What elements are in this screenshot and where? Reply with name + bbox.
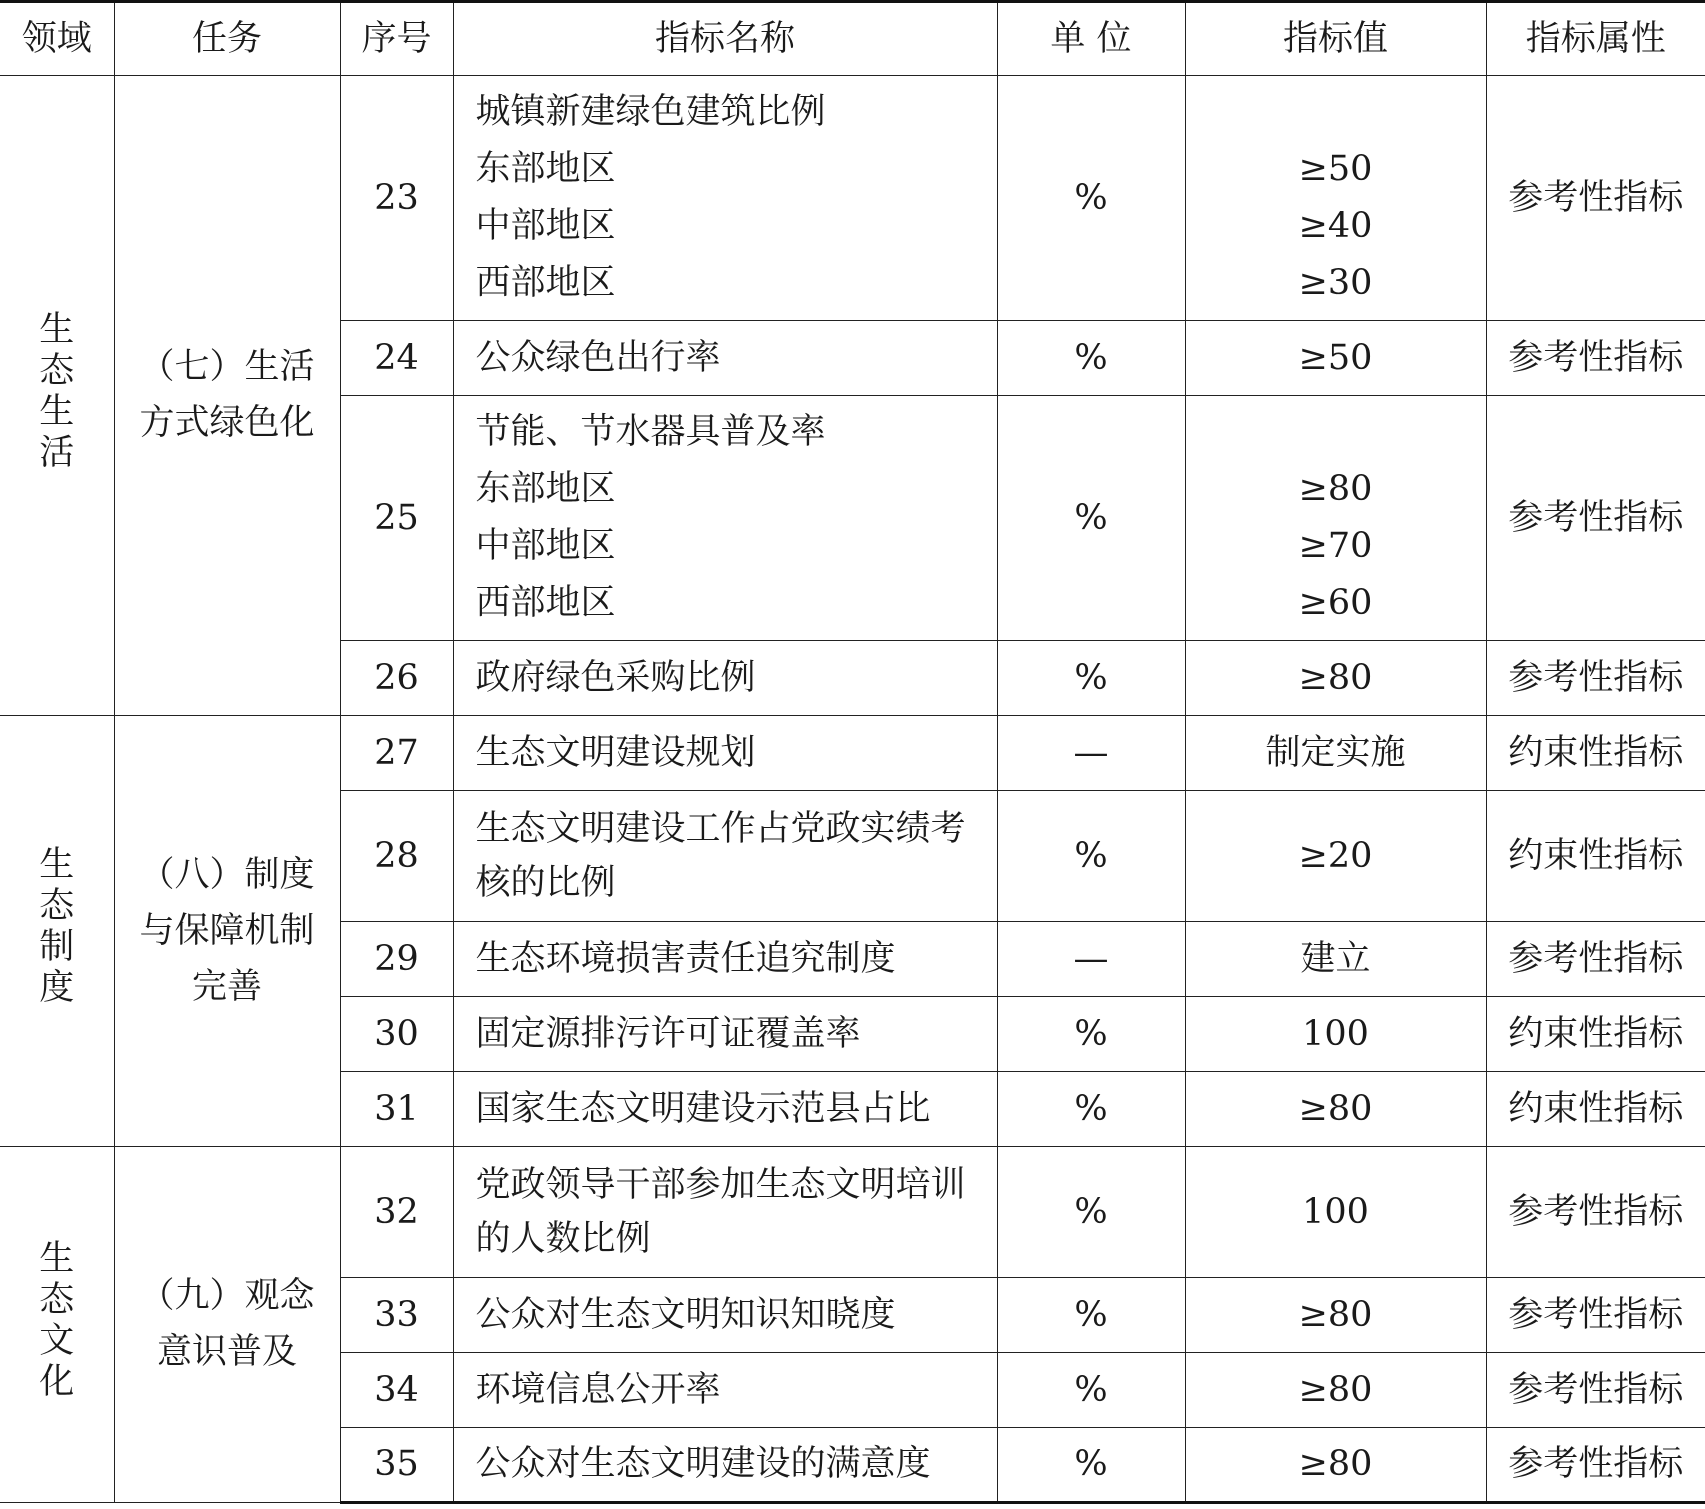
unit-cell: % — [997, 1428, 1185, 1503]
unit-cell: — — [997, 716, 1185, 791]
header-task: 任务 — [114, 2, 340, 76]
attribute-cell: 参考性指标 — [1486, 1147, 1705, 1278]
value-cell — [1185, 76, 1486, 321]
indicator-name: 生态文明建设规划 — [453, 716, 997, 791]
attribute-cell: 参考性指标 — [1486, 76, 1705, 321]
value-east: ≥80 — [1298, 469, 1373, 509]
indicator-name: 政府绿色采购比例 — [453, 641, 997, 716]
indicator-name: 环境信息公开率 — [453, 1353, 997, 1428]
attribute-cell: 参考性指标 — [1486, 922, 1705, 997]
table-row — [0, 76, 1705, 321]
indicator-name: 生态环境损害责任追究制度 — [453, 922, 997, 997]
unit-cell: % — [997, 76, 1185, 321]
task-label: （七）生活方式绿色化 — [139, 347, 315, 443]
value-cell: 100 — [1185, 1147, 1486, 1278]
unit-cell: % — [997, 1278, 1185, 1353]
unit-cell: % — [997, 321, 1185, 396]
domain-label: 生态制度 — [39, 845, 75, 1008]
domain-label: 生态生活 — [39, 309, 75, 473]
header-row — [0, 2, 1705, 76]
row-number: 28 — [340, 791, 453, 922]
domain-cell — [0, 716, 114, 1147]
attribute-cell: 参考性指标 — [1486, 1278, 1705, 1353]
task-cell — [114, 76, 340, 716]
task-cell — [114, 1147, 340, 1503]
indicator-name: 生态文明建设工作占党政实绩考核的比例 — [453, 791, 997, 922]
row-number: 33 — [340, 1278, 453, 1353]
attribute-cell: 参考性指标 — [1486, 1353, 1705, 1428]
value-cell: ≥80 — [1185, 1278, 1486, 1353]
unit-cell: % — [997, 396, 1185, 641]
attribute-cell: 约束性指标 — [1486, 791, 1705, 922]
value-west: ≥60 — [1298, 583, 1373, 623]
region-central: 中部地区 — [475, 206, 616, 246]
attribute-cell: 约束性指标 — [1486, 1072, 1705, 1147]
row-number: 25 — [340, 396, 453, 641]
header-indicator-name: 指标名称 — [453, 2, 997, 76]
indicator-name: 党政领导干部参加生态文明培训的人数比例 — [453, 1147, 997, 1278]
row-number: 35 — [340, 1428, 453, 1503]
value-cell: ≥80 — [1185, 1072, 1486, 1147]
attribute-cell: 约束性指标 — [1486, 997, 1705, 1072]
indicator-name: 固定源排污许可证覆盖率 — [453, 997, 997, 1072]
header-unit: 单 位 — [997, 2, 1185, 76]
row-number: 30 — [340, 997, 453, 1072]
indicator-name: 公众对生态文明知识知晓度 — [453, 1278, 997, 1353]
indicator-name — [453, 396, 997, 641]
task-label: （八）制度与保障机制完善 — [139, 854, 315, 1007]
task-cell — [114, 716, 340, 1147]
attribute-cell: 参考性指标 — [1486, 396, 1705, 641]
row-number: 26 — [340, 641, 453, 716]
indicator-name: 公众绿色出行率 — [453, 321, 997, 396]
value-cell: 制定实施 — [1185, 716, 1486, 791]
row-number: 29 — [340, 922, 453, 997]
indicator-name: 公众对生态文明建设的满意度 — [453, 1428, 997, 1503]
indicator-name: 国家生态文明建设示范县占比 — [453, 1072, 997, 1147]
unit-cell: % — [997, 1147, 1185, 1278]
table-row — [0, 716, 1705, 791]
unit-cell: % — [997, 791, 1185, 922]
attribute-cell: 参考性指标 — [1486, 1428, 1705, 1503]
row-number: 23 — [340, 76, 453, 321]
value-cell: ≥50 — [1185, 321, 1486, 396]
domain-label: 生态文化 — [39, 1238, 75, 1402]
header-domain: 领域 — [0, 2, 114, 76]
value-cell — [1185, 396, 1486, 641]
row-number: 32 — [340, 1147, 453, 1278]
row-number: 34 — [340, 1353, 453, 1428]
header-indicator-attribute: 指标属性 — [1486, 2, 1705, 76]
row-number: 31 — [340, 1072, 453, 1147]
indicator-name-main: 节能、节水器具普及率 — [475, 412, 826, 452]
value-cell: ≥80 — [1185, 1428, 1486, 1503]
value-cell: ≥20 — [1185, 791, 1486, 922]
attribute-cell: 参考性指标 — [1486, 321, 1705, 396]
unit-cell: % — [997, 1072, 1185, 1147]
attribute-cell: 参考性指标 — [1486, 641, 1705, 716]
value-cell: 100 — [1185, 997, 1486, 1072]
region-east: 东部地区 — [475, 149, 616, 189]
domain-cell — [0, 76, 114, 716]
unit-cell: % — [997, 997, 1185, 1072]
row-number: 24 — [340, 321, 453, 396]
unit-cell: % — [997, 641, 1185, 716]
indicator-name-main: 城镇新建绿色建筑比例 — [475, 92, 826, 132]
attribute-cell: 约束性指标 — [1486, 716, 1705, 791]
unit-cell: — — [997, 922, 1185, 997]
region-central: 中部地区 — [475, 526, 616, 566]
header-number: 序号 — [340, 2, 453, 76]
value-central: ≥40 — [1298, 206, 1373, 246]
value-west: ≥30 — [1298, 263, 1373, 303]
value-cell: ≥80 — [1185, 641, 1486, 716]
row-number: 27 — [340, 716, 453, 791]
value-cell: 建立 — [1185, 922, 1486, 997]
region-west: 西部地区 — [475, 263, 616, 303]
task-label: （九）观念意识普及 — [139, 1276, 315, 1372]
domain-cell — [0, 1147, 114, 1503]
region-east: 东部地区 — [475, 469, 616, 509]
unit-cell: % — [997, 1353, 1185, 1428]
header-indicator-value: 指标值 — [1185, 2, 1486, 76]
value-central: ≥70 — [1298, 526, 1373, 566]
region-west: 西部地区 — [475, 583, 616, 623]
value-cell: ≥80 — [1185, 1353, 1486, 1428]
value-east: ≥50 — [1298, 149, 1373, 189]
table-row — [0, 1147, 1705, 1278]
indicator-name — [453, 76, 997, 321]
